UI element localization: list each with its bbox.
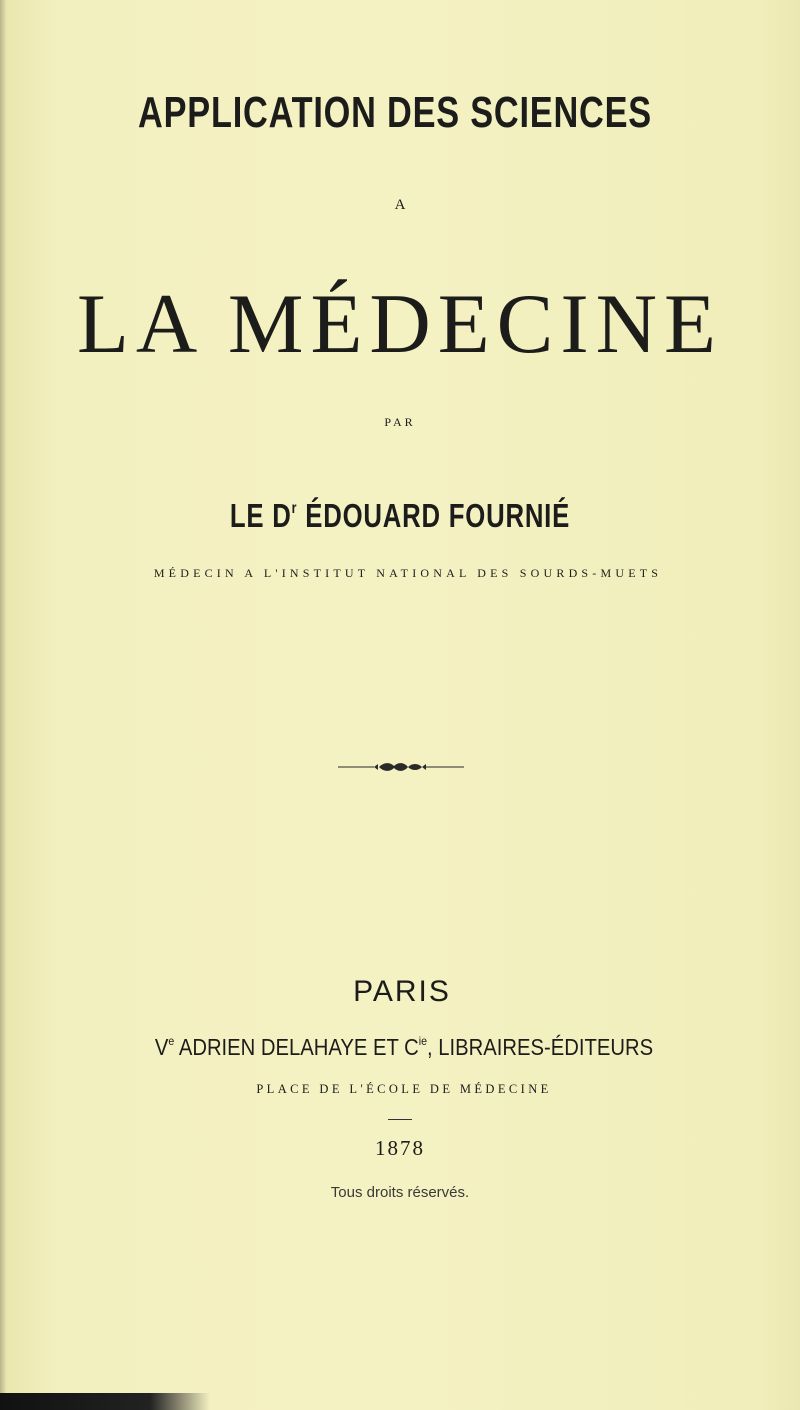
publisher-company-superscript: ie [418,1034,428,1048]
by-label: PAR [384,415,416,429]
main-title: LA MÉDECINE [77,277,723,371]
author-title: LE D [229,497,292,534]
title-line-1: APPLICATION DES SCIENCES [138,88,652,137]
author-affiliation: MÉDECIN A L'INSTITUT NATIONAL DES SOURDS-MUETS [153,566,663,580]
author-name [88,497,712,535]
short-rule [388,1119,412,1120]
publisher-line [52,1034,756,1061]
page-bottom-shadow [0,1393,210,1410]
printers-ornament [338,760,464,774]
publisher-name: ADRIEN DELAHAYE ET C [174,1034,419,1060]
title-connector: A [394,197,406,213]
publication-city: PARIS [353,975,451,1008]
publisher-address: PLACE DE L'ÉCOLE DE MÉDECINE [256,1082,552,1096]
publication-year: 1878 [375,1136,425,1160]
publisher-widow-mark: V [154,1034,169,1060]
author-full-name: ÉDOUARD FOURNIÉ [297,497,571,534]
author-title-superscript: r [291,500,298,517]
publisher-widow-superscript: e [168,1034,175,1048]
publisher-role: , LIBRAIRES-ÉDITEURS [427,1034,654,1060]
rights-notice: Tous droits réservés. [330,1184,470,1201]
